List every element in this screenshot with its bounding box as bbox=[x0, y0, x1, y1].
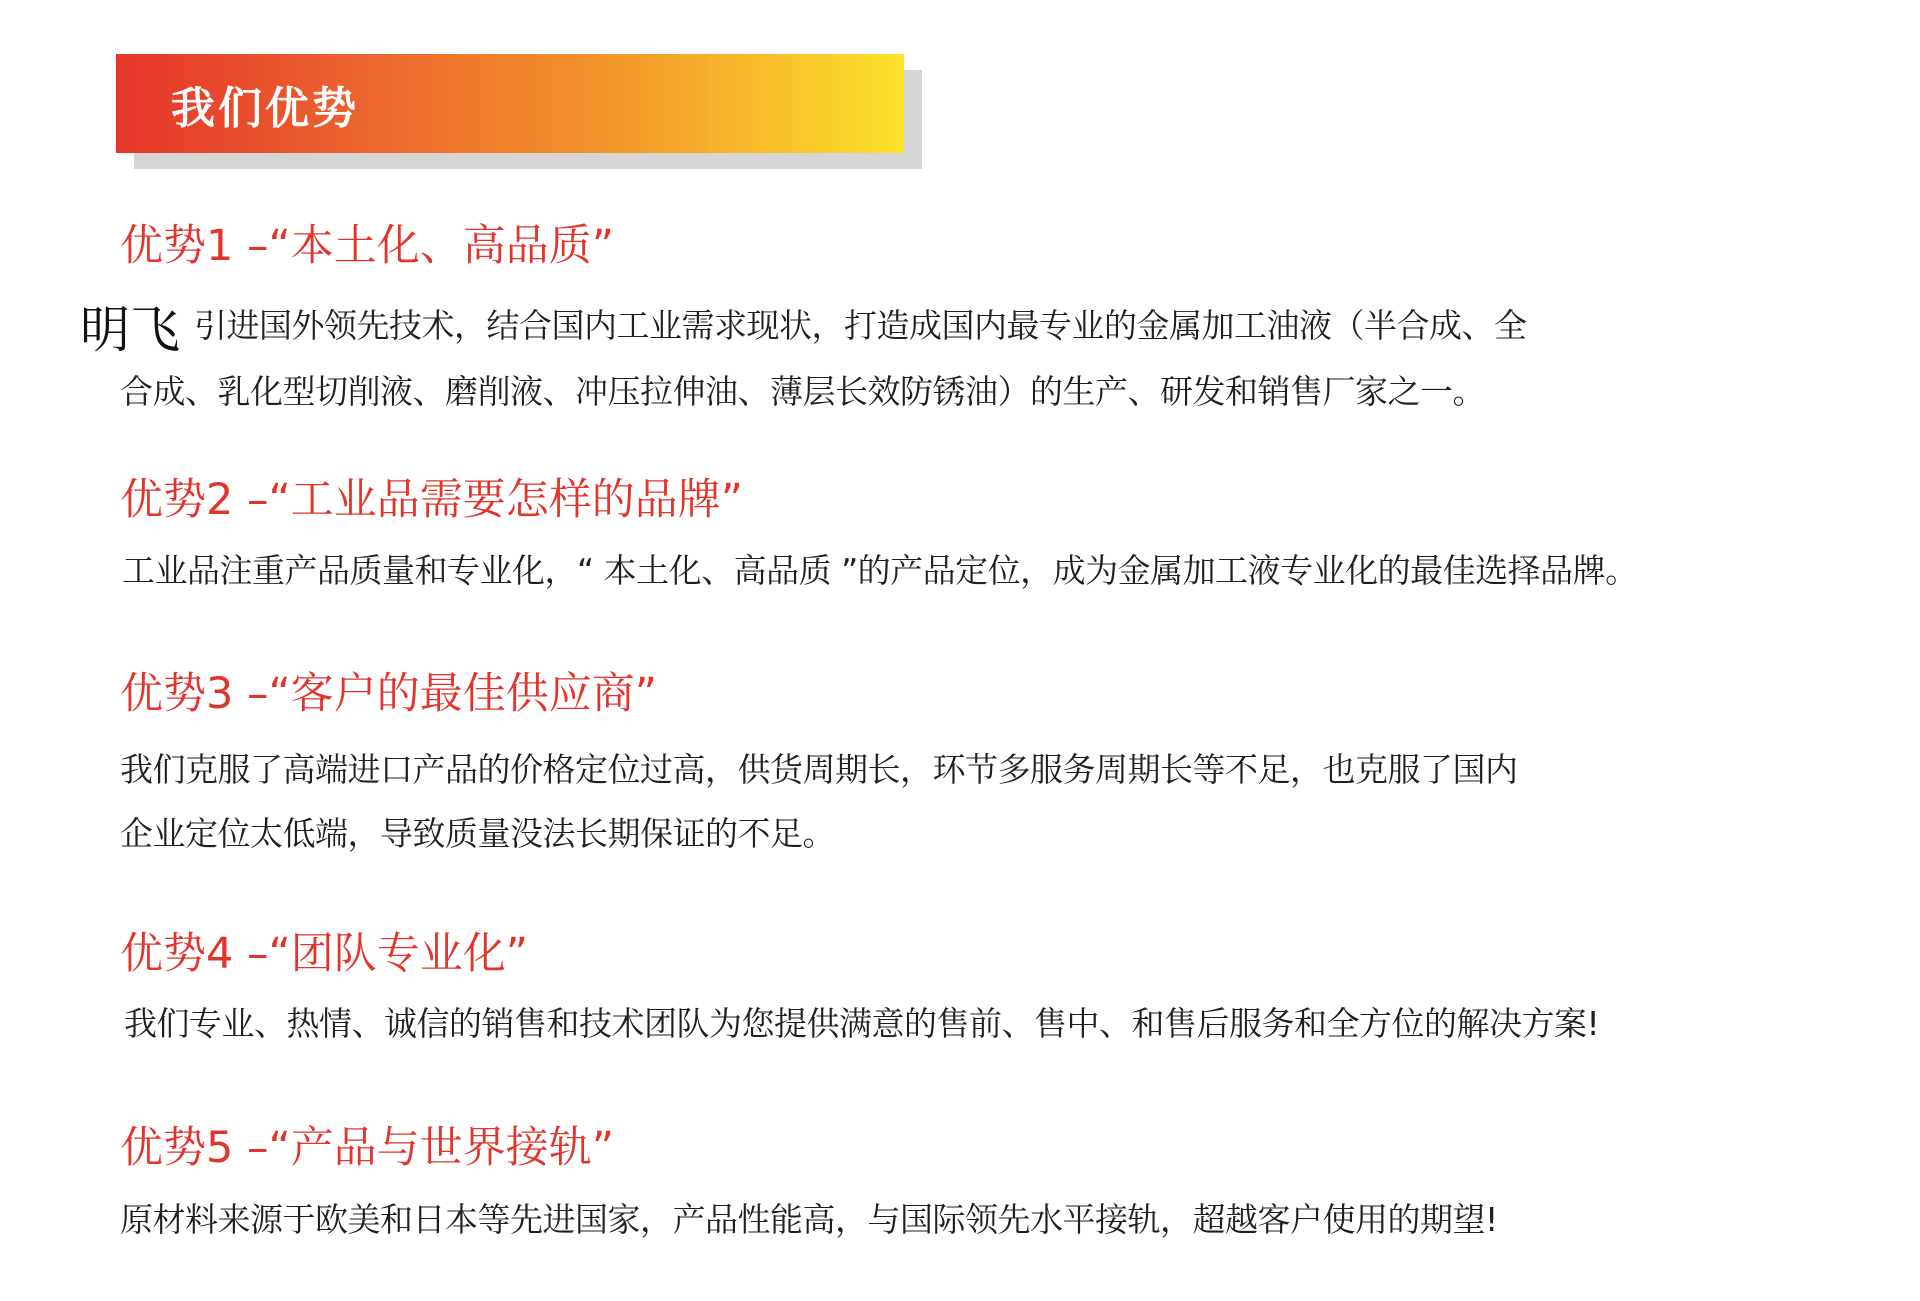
advantage-1-text-line-2: 合成、乳化型切削液、磨削液、冲压拉伸油、薄层长效防锈油）的生产、研发和销售厂家之一。 bbox=[120, 372, 1485, 411]
title-banner bbox=[116, 54, 904, 153]
advantage-5-text-line-1: 原材料来源于欧美和日本等先进国家，产品性能高，与国际领先水平接轨，超越客户使用的期望! bbox=[120, 1200, 1498, 1239]
advantage-4-text-line-1: 我们专业、热情、诚信的销售和技术团队为您提供满意的售前、售中、和售后服务和全方位的解决方案! bbox=[124, 1004, 1600, 1043]
page-title: 我们优势 bbox=[171, 82, 359, 134]
brand-name: 明飞 bbox=[80, 301, 180, 359]
advantage-3-text-line-2: 企业定位太低端，导致质量没法长期保证的不足。 bbox=[120, 814, 835, 853]
advantage-2-heading: 优势2 –“工业品需要怎样的品牌” bbox=[120, 475, 744, 525]
advantage-4-heading: 优势4 –“团队专业化” bbox=[120, 929, 529, 979]
advantage-3-heading: 优势3 –“客户的最佳供应商” bbox=[120, 669, 658, 719]
advantage-2-text-line-1: 工业品注重产品质量和专业化，“ 本土化、高品质 ”的产品定位，成为金属加工液专业化的最佳选择品牌。 bbox=[122, 551, 1638, 590]
advantage-3-text-line-1: 我们克服了高端进口产品的价格定位过高，供货周期长，环节多服务周期长等不足，也克服了国内 bbox=[120, 750, 1518, 789]
advantage-1-heading: 优势1 –“本土化、高品质” bbox=[120, 221, 615, 271]
advantage-1-text-line-1: 引进国外领先技术，结合国内工业需求现状，打造成国内最专业的金属加工油液（半合成、全 bbox=[194, 306, 1527, 345]
advantage-5-heading: 优势5 –“产品与世界接轨” bbox=[120, 1123, 615, 1173]
